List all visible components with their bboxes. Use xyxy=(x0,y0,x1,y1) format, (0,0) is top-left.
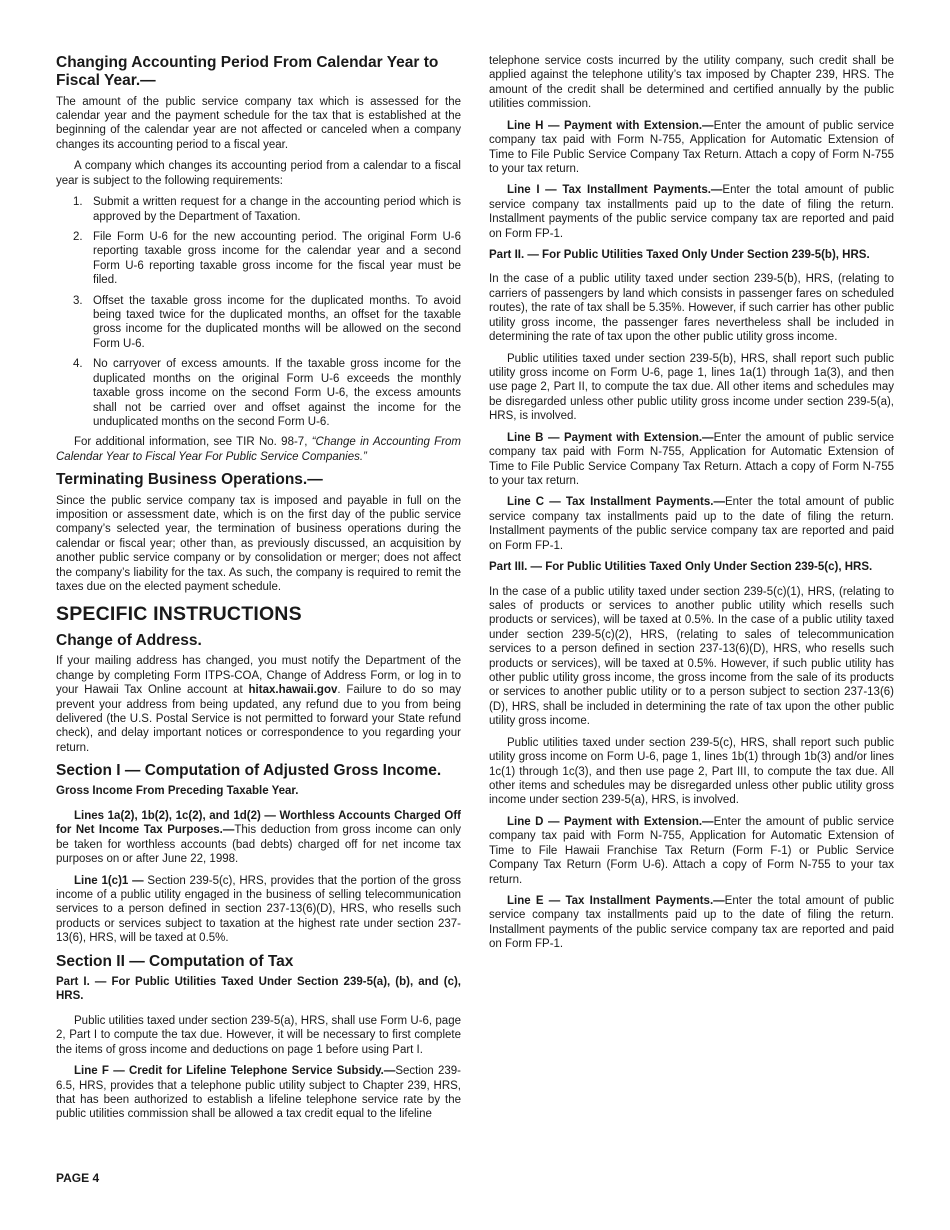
heading-specific-instructions: SPECIFIC INSTRUCTIONS xyxy=(56,602,302,625)
paragraph-line-1c1: Line 1(c)1 — Section 239-5(c), HRS, provides that the portion of the gross income of a public utility engaged in the business of selling telecommunication services to a person defined in section 237-13(6)(D), HRS, who resells such products or services subject to taxation at the highest rate under section 237-13(6), HRS, will be taxed at 0.5%. xyxy=(56,874,461,945)
paragraph-line-b: Line B — Payment with Extension.—Enter the amount of public service company tax paid with Form N-755, Application for Automatic Extension of Time to File Public Service Company Tax Return. Attach a copy of Form N-755 to your tax return. xyxy=(489,431,894,487)
paragraph-line-c: Line C — Tax Installment Payments.—Enter the total amount of public service company tax installments paid up to the date of filing the return. Installment payments of the public service company tax are reported and paid on Form FP-1. xyxy=(489,496,894,552)
list-item: 1. Submit a written request for a change in the accounting period which is approved by the Department of Taxation. xyxy=(73,196,461,223)
hitax-link[interactable]: hitax.hawaii.gov xyxy=(248,684,338,697)
paragraph-terminating: Since the public service company tax is imposed and payable in full on the imposition or assessment date, which is on the first day of the public service company’s selected year, the termination of business operations during the calendar or fiscal year; other than, as previously discussed, an acquisition by another public service company or by consolidation or merger; does not affect the company’s liability for the tax. As such, the company is required to remit the taxes due on the elected payment schedule. xyxy=(56,494,461,594)
paragraph-part-2-1: In the case of a public utility taxed under section 239-5(b), HRS, (relating to carriers of passengers by land which consists in passenger fares on scheduled routes), the rate of tax shall be 5.35%. However, if such carrier has other public utility gross income, the passenger fares nevertheless shall be included in determining the rate of tax upon the other public utility gross income. xyxy=(489,273,894,344)
tir-reference: “Change in Accounting From Calendar Year to Fiscal Year For Public Service Companies.” xyxy=(56,436,461,463)
paragraph-additional-info: For additional information, see TIR No. 98-7, “Change in Accounting From Calendar Year to Fiscal Year For Public Service Companies.” xyxy=(56,436,461,463)
list-item: 2. File Form U-6 for the new accounting period. The original Form U-6 reporting taxable gross income for the calendar year and a second Form U-6 reporting taxable gross income for the fiscal year must be filed. xyxy=(73,230,461,287)
paragraph-part-2-2: Public utilities taxed under section 239-5(b), HRS, shall report such public utility gross income on Form U-6, page 1, lines 1a(1) through 1a(3), and then use page 2, Part II, to compute the tax due. All other items and schedules may be disregarded unless other public utility gross income under section 239-5(a), HRS, is involved. xyxy=(489,352,894,423)
paragraph-part-3-2: Public utilities taxed under section 239-5(c), HRS, shall report such public utility gross income on Form U-6, page 1, lines 1b(1) through 1b(3) and/or lines 1c(1) through 1c(3), and then use page 2, Part III, to compute the tax due. All other items and schedules may be disregarded unless other public utility gross income under section 239-5(a), HRS, is involved. xyxy=(489,736,894,807)
left-column xyxy=(56,52,461,1129)
paragraph-line-e: Line E — Tax Installment Payments.—Enter the total amount of public service company tax installments paid up to the date of filing the return. Installment payments of the public service company tax are reported and paid on Form FP-1. xyxy=(489,894,895,951)
paragraph-part-3-1: In the case of a public utility taxed under section 239-5(c)(1), HRS, (relating to sales of products or services to another public utility which resells such products or services), will be taxed at 0.5%. In the case of a public utility taxed under section 239-5(c)(2), HRS, (relating to sales of telecommunication services to a person defined in section 237-13(6)(D), HRS, who resells such products or services), will be taxed at 0.5%. However, if such public utility has other public utility gross income, the gross income from the sale of its products or services to another public utility or to a person subject to section 237-13(6)(D), HRS, shall be included in determining the rate of tax upon the other public utility gross income. xyxy=(489,585,894,728)
paragraph-lines-1a2: Lines 1a(2), 1b(2), 1c(2), and 1d(2) — Worthless Accounts Charged Off for Net Income Tax Purposes.—This deduction from gross income can only be taken for worthless accounts (bad debts) charged off for net income tax purposes on or after June 22, 1998. xyxy=(56,809,461,866)
page-number: PAGE 4 xyxy=(56,1171,100,1185)
heading-section-1: Section I — Computation of Adjusted Gross Income. xyxy=(56,762,442,780)
requirements-list xyxy=(56,195,461,429)
list-item: 3. Offset the taxable gross income for the duplicated months. To avoid being taxed twice for the duplicated months, an offset for the taxable gross income for the duplicated months will be allowed on the second Form U-6. xyxy=(73,294,461,350)
right-column xyxy=(489,54,894,959)
heading-part-3: Part III. — For Public Utilities Taxed Only Under Section 239-5(c), HRS. xyxy=(489,561,873,574)
heading-terminating-operations: Terminating Business Operations.— xyxy=(56,471,323,489)
heading-gross-income-preceding: Gross Income From Preceding Taxable Year. xyxy=(56,785,299,798)
heading-part-1: Part I. — For Public Utilities Taxed Under Section 239-5(a), (b), and (c), HRS. xyxy=(56,975,461,1003)
heading-change-of-address: Change of Address. xyxy=(56,631,202,649)
paragraph-lifeline-continued: telephone service costs incurred by the utility company, such credit shall be applied against the telephone utility’s tax imposed by Chapter 239, HRS. The amount of the credit shall be determined and certified annually by the public utilities commission. xyxy=(489,55,894,111)
paragraph-line-d: Line D — Payment with Extension.—Enter the amount of public service company tax paid with Form N-755, Application for Automatic Extension of Time to File Hawaii Franchise Tax Return (Form F-1) or Public Service Company Tax Return (Form U-6). Attach a copy of Form N-755 to your tax return. xyxy=(489,815,894,886)
paragraph-change-of-address: If your mailing address has changed, you must notify the Department of the change by completing Form ITPS-COA, Change of Address Form, or log in to your Hawaii Tax Online account at hitax.hawaii.gov. Failure to do so may prevent your address from being updated, any refund due to you from being delivered (the U.S. Postal Service is not permitted to forward your State refund check), and delay important notices or correspondence to you regarding your return. xyxy=(56,655,461,754)
heading-part-2: Part II. — For Public Utilities Taxed Only Under Section 239-5(b), HRS. xyxy=(489,249,870,262)
list-item: 4. No carryover of excess amounts. If the taxable gross income for the duplicated months on the original Form U-6 exceeds the monthly taxable gross income on the second Form U-6, the excess amounts shall not be carried over and offset against the income for the unduplicated months on the second Form U-6. xyxy=(73,358,461,428)
paragraph-line-f: Line F — Credit for Lifeline Telephone Service Subsidy.—Section 239-6.5, HRS, provides that a telephone public utility subject to Chapter 239, HRS, that has been authorized to establish a lifeline telephone service rate by the public utilities commission shall be allowed a tax credit equal to the lifeline xyxy=(56,1065,461,1121)
paragraph-part-1: Public utilities taxed under section 239-5(a), HRS, shall use Form U-6, page 2, Part I to compute the tax due. However, it will be necessary to first complete the items of gross income and deductions on page 1 before using Part I. xyxy=(56,1014,461,1056)
paragraph-changing-2: A company which changes its accounting period from a calendar to a fiscal year is subject to the following requirements: xyxy=(56,160,461,187)
heading-changing-accounting-period: Changing Accounting Period From Calendar Year to Fiscal Year.— xyxy=(56,54,439,90)
paragraph-line-h: Line H — Payment with Extension.—Enter the amount of public service company tax paid with Form N-755, Application for Automatic Extension of Time to File Public Service Company Tax Return. Attach a copy of Form N-755 to your tax return. xyxy=(489,119,894,175)
paragraph-changing-1: The amount of the public service company tax which is assessed for the calendar year and the payment schedule for the tax that is established at the beginning of the calendar year are not affected or canceled when a company changes its accounting period to a fiscal year. xyxy=(56,95,461,151)
paragraph-line-i: Line I — Tax Installment Payments.—Enter the total amount of public service company tax installments paid up to the date of filing the return. Installment payments of the public service company tax are reported and paid on Form FP-1. xyxy=(489,184,894,240)
heading-section-2: Section II — Computation of Tax xyxy=(56,952,294,970)
